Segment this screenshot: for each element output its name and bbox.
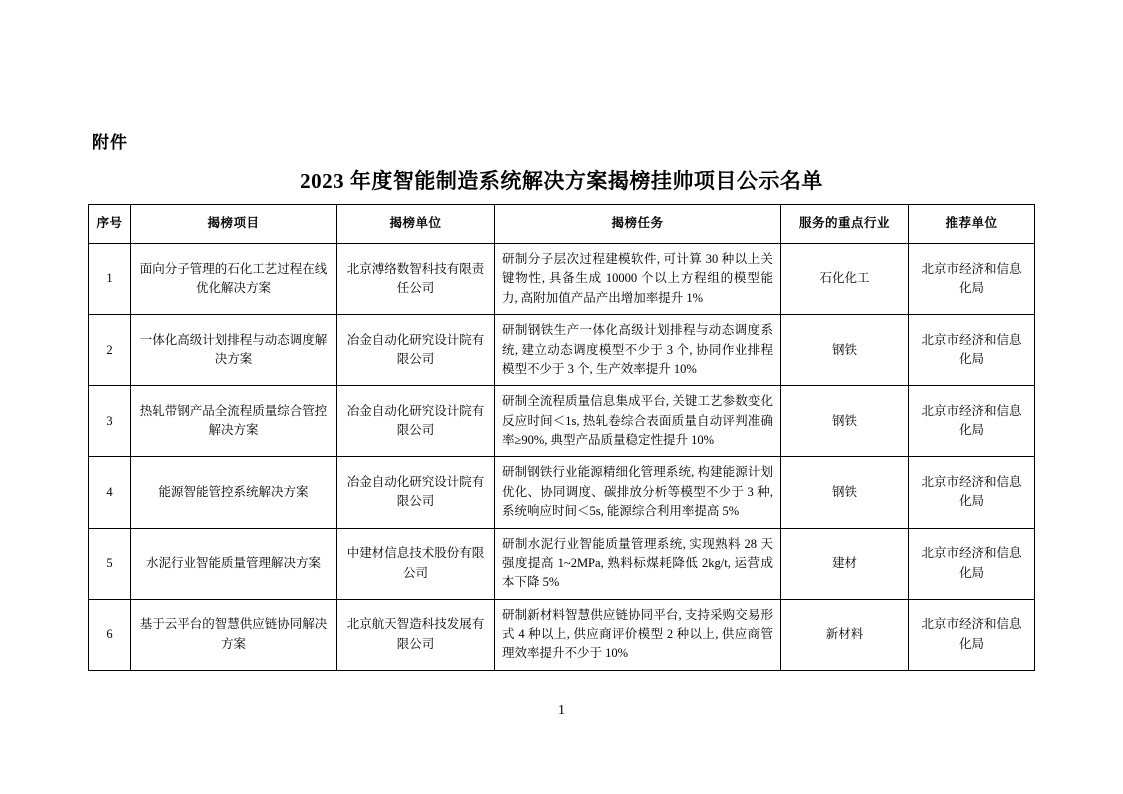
column-header-unit: 揭榜单位 <box>337 205 495 244</box>
attachment-label: 附件 <box>92 133 128 152</box>
cell-project: 能源智能管控系统解决方案 <box>131 457 337 528</box>
cell-task: 研制钢铁生产一体化高级计划排程与动态调度系统, 建立动态调度模型不少于 3 个, 协同作业排程模型不少于 3 个, 生产效率提升 10% <box>495 315 781 386</box>
table-row <box>89 528 1035 599</box>
cell-index: 4 <box>89 457 131 528</box>
page-title: 2023 年度智能制造系统解决方案揭榜挂帅项目公示名单 <box>300 169 823 193</box>
column-header-index: 序号 <box>89 205 131 244</box>
table-body <box>89 244 1035 671</box>
cell-index: 3 <box>89 386 131 457</box>
cell-task: 研制水泥行业智能质量管理系统, 实现熟料 28 天强度提高 1~2MPa, 熟料标煤耗降低 2kg/t, 运营成本下降 5% <box>495 528 781 599</box>
cell-industry: 新材料 <box>781 599 909 670</box>
cell-index: 1 <box>89 244 131 315</box>
cell-task: 研制钢铁行业能源精细化管理系统, 构建能源计划优化、协同调度、碳排放分析等模型不少于 3 种, 系统响应时间＜5s, 能源综合利用率提高 5% <box>495 457 781 528</box>
cell-unit: 中建材信息技术股份有限公司 <box>337 528 495 599</box>
table-row <box>89 457 1035 528</box>
table-row <box>89 386 1035 457</box>
table-row <box>89 315 1035 386</box>
cell-unit: 冶金自动化研究设计院有限公司 <box>337 457 495 528</box>
column-header-project: 揭榜项目 <box>131 205 337 244</box>
cell-project: 面向分子管理的石化工艺过程在线优化解决方案 <box>131 244 337 315</box>
cell-index: 6 <box>89 599 131 670</box>
cell-recommender: 北京市经济和信息化局 <box>909 244 1035 315</box>
cell-project: 水泥行业智能质量管理解决方案 <box>131 528 337 599</box>
page-number: 1 <box>558 703 565 718</box>
table-row <box>89 599 1035 670</box>
cell-index: 5 <box>89 528 131 599</box>
cell-task: 研制全流程质量信息集成平台, 关键工艺参数变化反应时间＜1s, 热轧卷综合表面质量自动评判准确率≥90%, 典型产品质量稳定性提升 10% <box>495 386 781 457</box>
cell-unit: 北京航天智造科技发展有限公司 <box>337 599 495 670</box>
cell-recommender: 北京市经济和信息化局 <box>909 386 1035 457</box>
cell-industry: 钢铁 <box>781 315 909 386</box>
project-list-table <box>88 204 1035 671</box>
cell-project: 一体化高级计划排程与动态调度解决方案 <box>131 315 337 386</box>
cell-unit: 冶金自动化研究设计院有限公司 <box>337 315 495 386</box>
cell-recommender: 北京市经济和信息化局 <box>909 528 1035 599</box>
column-header-task: 揭榜任务 <box>495 205 781 244</box>
cell-industry: 建材 <box>781 528 909 599</box>
cell-industry: 钢铁 <box>781 457 909 528</box>
cell-unit: 冶金自动化研究设计院有限公司 <box>337 386 495 457</box>
cell-project: 热轧带钢产品全流程质量综合管控解决方案 <box>131 386 337 457</box>
cell-recommender: 北京市经济和信息化局 <box>909 599 1035 670</box>
column-header-recommender: 推荐单位 <box>909 205 1035 244</box>
table-row <box>89 244 1035 315</box>
cell-task: 研制分子层次过程建模软件, 可计算 30 种以上关键物性, 具备生成 10000 个以上方程组的模型能力, 高附加值产品产出增加率提升 1% <box>495 244 781 315</box>
cell-industry: 钢铁 <box>781 386 909 457</box>
cell-industry: 石化化工 <box>781 244 909 315</box>
cell-recommender: 北京市经济和信息化局 <box>909 315 1035 386</box>
cell-unit: 北京溥络数智科技有限责任公司 <box>337 244 495 315</box>
table-header <box>89 205 1035 244</box>
cell-task: 研制新材料智慧供应链协同平台, 支持采购交易形式 4 种以上, 供应商评价模型 2 种以上, 供应商管理效率提升不少于 10% <box>495 599 781 670</box>
table-header-row <box>89 205 1035 244</box>
cell-project: 基于云平台的智慧供应链协同解决方案 <box>131 599 337 670</box>
cell-recommender: 北京市经济和信息化局 <box>909 457 1035 528</box>
cell-index: 2 <box>89 315 131 386</box>
column-header-industry: 服务的重点行业 <box>781 205 909 244</box>
